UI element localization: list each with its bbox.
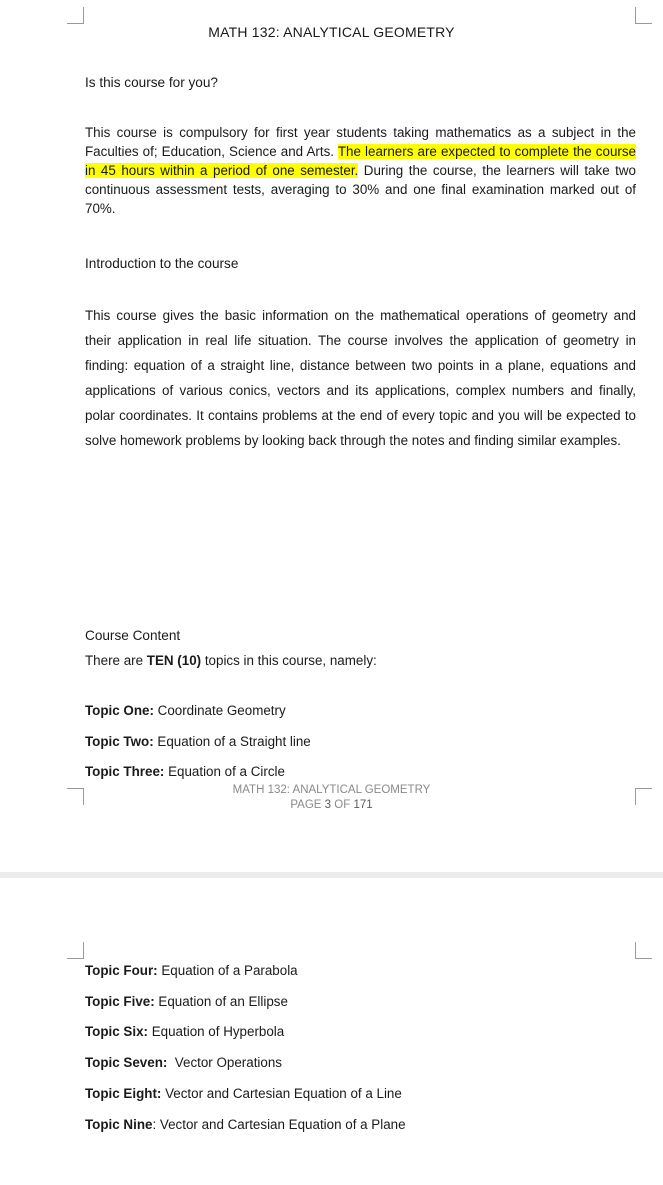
crop-mark-top-right: [635, 7, 652, 24]
footer-title: MATH 132: ANALYTICAL GEOMETRY: [232, 784, 431, 796]
intro-text-start: This course is compulsory for first year students taking mathematics as a subject in the Faculties of; Education, Science and Arts.: [85, 125, 636, 159]
introduction-paragraph: This course gives the basic information on the mathematical operations of geometry and their application in real life situation. The course involves the application of geometry in finding: equation of a straight line, distance between two points in a plane, equations and applications of various conics, vectors and its applications, complex numbers and finally, polar coordinates. It contains problems at the end of every topic and you will be expected to solve homework problems by looking back through the notes and finding similar examples.: [85, 308, 636, 448]
topic-item-seven: Topic Seven: Vector Operations: [85, 1055, 282, 1070]
section-heading-course-content: Course Content: [85, 628, 181, 643]
topic-item-five: Topic Five: Equation of an Ellipse: [85, 994, 288, 1009]
topic-item-two: Topic Two: Equation of a Straight line: [85, 734, 311, 749]
page-footer: [0, 783, 663, 813]
intro-text-end: During the course, the learners will take two continuous assessment tests, averaging to 30% and one final examination marked out of 70%.: [85, 163, 636, 216]
topic-item-six: Topic Six: Equation of Hyperbola: [85, 1024, 285, 1039]
course-content-summary: There are TEN (10) topics in this course, namely:: [85, 653, 377, 668]
page-number: PAGE 3 OF 171: [290, 799, 373, 811]
topic-item-nine: Topic Nine: Vector and Cartesian Equation of a Plane: [85, 1117, 406, 1132]
topic-item-four: Topic Four: Equation of a Parabola: [85, 963, 298, 978]
section-heading-for-you: Is this course for you?: [85, 75, 218, 90]
crop-mark-top-left: [67, 7, 84, 24]
highlighted-text: The learners are expected to complete the course in 45 hours within a period of one semester.: [85, 144, 636, 178]
crop-mark-top-left: [67, 942, 84, 959]
page-header: MATH 132: ANALYTICAL GEOMETRY: [208, 24, 455, 40]
intro-paragraph: [85, 123, 636, 218]
section-heading-introduction: Introduction to the course: [85, 256, 239, 271]
topic-item-eight: Topic Eight: Vector and Cartesian Equation of a Line: [85, 1086, 402, 1101]
document-page-4: [0, 878, 663, 1185]
topic-item-three: Topic Three: Equation of a Circle: [85, 764, 285, 779]
topic-count: TEN (10): [146, 653, 202, 668]
crop-mark-top-right: [635, 942, 652, 959]
topic-item-one: Topic One: Coordinate Geometry: [85, 703, 286, 718]
